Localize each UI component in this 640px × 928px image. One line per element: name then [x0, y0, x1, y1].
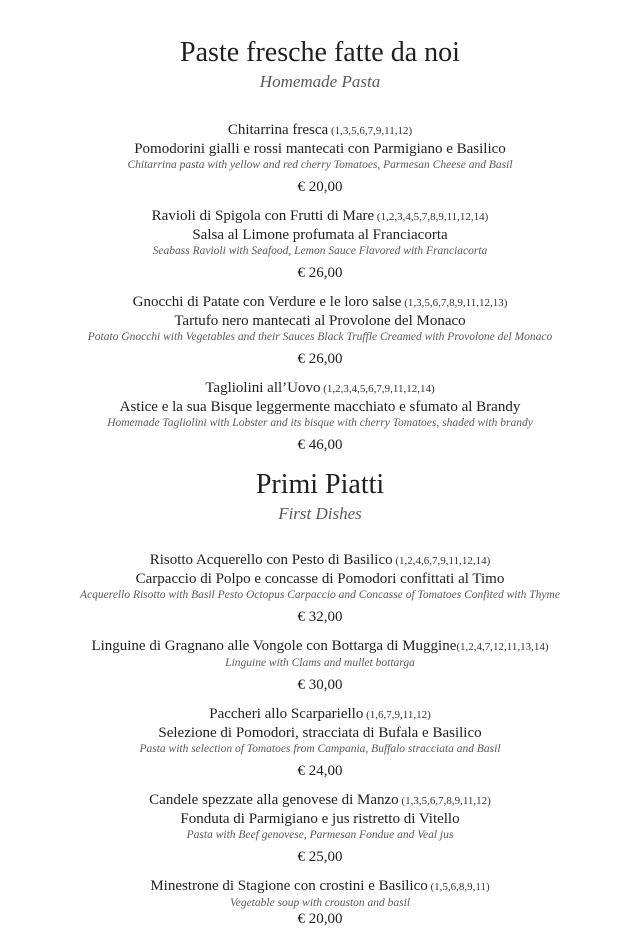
dish-subname: Fonduta di Parmigiano e jus ristretto di Vitello	[180, 811, 460, 827]
dish-subname: Tartufo nero mantecati al Provolone del Monaco	[174, 313, 466, 329]
dish-subname: Salsa al Limone profumata al Franciacorta	[192, 227, 448, 243]
dish-allergens: (1,3,5,6,7,9,11,12)	[328, 125, 413, 137]
dish-price: € 26,00	[297, 351, 343, 367]
dish-price: € 25,00	[297, 849, 343, 865]
menu-document	[20, 0, 620, 928]
dish-description: Acquerello Risotto with Basil Pesto Octopus Carpaccio and Concasse of Tomatoes Confited with Thyme	[80, 589, 560, 601]
dish-allergens: (1,2,3,4,5,7,8,9,11,12,14)	[374, 211, 489, 223]
section-title: Paste fresche fatte da noi	[180, 37, 460, 68]
dish-item-gnocchi	[20, 293, 620, 368]
dish-allergens: (1,3,5,6,7,8,9,11,12)	[398, 795, 491, 807]
dish-item-tagliolini	[20, 379, 620, 454]
dish-description: Pasta with selection of Tomatoes from Campania, Buffalo stracciata and Basil	[139, 743, 501, 755]
section-subtitle: First Dishes	[278, 504, 362, 523]
dish-name-line	[20, 121, 620, 140]
dish-name: Linguine di Gragnano alle Vongole con Bottarga di Muggine	[91, 638, 457, 654]
dish-allergens: (1,2,3,4,5,6,7,9,11,12,14)	[320, 383, 435, 395]
dish-name: Minestrone di Stagione con crostini e Basilico	[150, 878, 428, 894]
dish-description: Potato Gnocchi with Vegetables and their Sauces Black Truffle Creamed with Provolone del Monaco	[87, 331, 553, 343]
dish-item-linguine	[20, 637, 620, 694]
dish-allergens: (1,5,6,8,9,11)	[427, 881, 490, 893]
dish-description: Vegetable soup with crouston and basil	[229, 897, 411, 909]
dish-description: Linguine with Clams and mullet bottarga	[225, 657, 415, 669]
dish-item-paccheri	[20, 705, 620, 780]
dish-price: € 32,00	[297, 609, 343, 625]
dish-name-line	[20, 293, 620, 312]
dish-name: Ravioli di Spigola con Frutti di Mare	[151, 208, 375, 224]
dish-name-line	[20, 379, 620, 398]
dish-name-line	[20, 207, 620, 226]
dish-item-chitarrina	[20, 121, 620, 196]
dish-price: € 30,00	[297, 677, 343, 693]
dish-name-line	[20, 705, 620, 724]
dish-name: Chitarrina fresca	[227, 122, 329, 138]
section-header-primi-piatti	[20, 468, 620, 525]
dish-allergens: (1,3,5,6,7,8,9,11,12,13)	[401, 297, 508, 309]
dish-name-line	[20, 791, 620, 810]
dish-subname: Selezione di Pomodori, stracciata di Bufala e Basilico	[158, 725, 482, 741]
section-subtitle: Homemade Pasta	[259, 72, 381, 91]
dish-description: Pasta with Beef genovese, Parmesan Fondue and Veal jus	[186, 829, 454, 841]
dish-price: € 26,00	[297, 265, 343, 281]
dish-item-ravioli-spigola	[20, 207, 620, 282]
dish-allergens: (1,2,4,7,12,11,13,14)	[456, 641, 549, 653]
dish-item-minestrone	[20, 877, 620, 928]
dish-name: Gnocchi di Patate con Verdure e le loro salse	[132, 294, 402, 310]
dish-description: Chitarrina pasta with yellow and red cherry Tomatoes, Parmesan Cheese and Basil	[127, 159, 513, 171]
dish-name: Candele spezzate alla genovese di Manzo	[149, 792, 399, 808]
section-title: Primi Piatti	[255, 469, 385, 500]
dish-allergens: (1,6,7,9,11,12)	[363, 709, 431, 721]
dish-item-risotto	[20, 551, 620, 626]
dish-subname: Pomodorini gialli e rossi mantecati con Parmigiano e Basilico	[134, 141, 506, 157]
dish-subname: Carpaccio di Polpo e concasse di Pomodori confittati al Timo	[135, 571, 505, 587]
dish-subname: Astice e la sua Bisque leggermente macchiato e sfumato al Brandy	[119, 399, 521, 415]
section-header-paste-fresche	[20, 36, 620, 93]
dish-name-line	[20, 551, 620, 570]
dish-allergens: (1,2,4,6,7,9,11,12,14)	[392, 555, 491, 567]
dish-description: Homemade Tagliolini with Lobster and its bisque with cherry Tomatoes, shaded with brandy	[107, 417, 533, 429]
dish-name-line	[20, 637, 620, 656]
dish-name: Tagliolini all’Uovo	[205, 380, 321, 396]
dish-price: € 46,00	[297, 437, 343, 453]
dish-name: Paccheri allo Scarpariello	[209, 706, 364, 722]
dish-price: € 24,00	[297, 763, 343, 779]
dish-item-candele	[20, 791, 620, 866]
dish-price: € 20,00	[297, 911, 343, 927]
dish-name: Risotto Acquerello con Pesto di Basilico	[149, 552, 393, 568]
dish-description: Seabass Ravioli with Seafood, Lemon Sauce Flavored with Franciacorta	[152, 245, 488, 257]
dish-price: € 20,00	[297, 179, 343, 195]
dish-name-line	[20, 877, 620, 896]
